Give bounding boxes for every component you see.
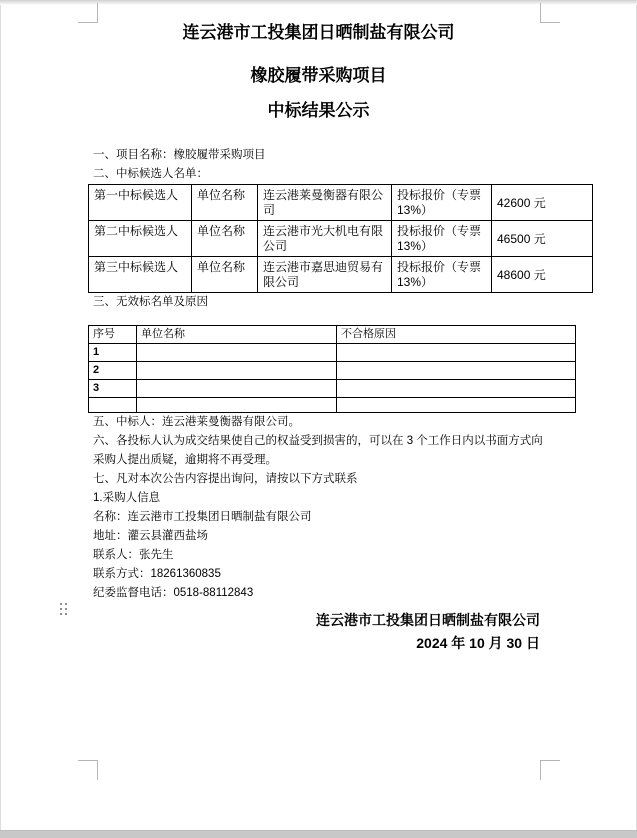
header-reason: 不合格原因 [337, 326, 576, 344]
invalid-table-row [89, 344, 576, 362]
margin-crop-mark-top-left [78, 3, 98, 23]
candidates-table-row [89, 221, 593, 257]
candidates-table [88, 184, 593, 293]
section-winner: 五、中标人：连云港莱曼衡器有限公司。 [93, 416, 300, 428]
reason-cell [337, 362, 576, 380]
header-seq: 序号 [89, 326, 137, 344]
contact-address-line: 地址：灌云县灌西盐场 [93, 530, 208, 542]
invalid-table-row [89, 398, 576, 413]
price-label-cell: 投标报价（专票13%） [392, 185, 492, 221]
candidate-rank-cell: 第三中标候选人 [89, 257, 192, 293]
seq-cell: 3 [89, 380, 137, 398]
section-candidates-heading: 二、中标候选人名单： [93, 168, 208, 180]
signature-date: 2024 年 10 月 30 日 [416, 635, 540, 651]
invalid-table-row [89, 362, 576, 380]
unit-cell [137, 344, 337, 362]
margin-crop-mark-bottom-right [540, 760, 560, 780]
company-name-cell: 连云港莱曼衡器有限公司 [258, 185, 392, 221]
doc-title-announcement: 中标结果公示 [267, 101, 370, 120]
unit-cell [137, 380, 337, 398]
seq-cell: 2 [89, 362, 137, 380]
page-bottom-edge [0, 830, 637, 838]
section-invalid-heading: 三、无效标名单及原因 [93, 296, 208, 308]
drag-handle-dots-icon[interactable] [60, 603, 62, 605]
unit-cell [137, 398, 337, 413]
reason-cell [337, 344, 576, 362]
margin-crop-mark-bottom-left [78, 760, 98, 780]
seq-cell: 1 [89, 344, 137, 362]
candidates-table-row [89, 185, 593, 221]
candidate-rank-cell: 第二中标候选人 [89, 221, 192, 257]
contact-name-line: 名称：连云港市工投集团日晒制盐有限公司 [93, 511, 312, 523]
section-project-name: 一、项目名称：橡胶履带采购项目 [93, 149, 266, 161]
invalid-table-header-row [89, 326, 576, 344]
unit-label-cell: 单位名称 [192, 185, 258, 221]
price-value-cell: 46500 元 [492, 221, 593, 257]
doc-title-project: 橡胶履带采购项目 [250, 66, 387, 85]
header-unit: 单位名称 [137, 326, 337, 344]
signature-company: 连云港市工投集团日晒制盐有限公司 [316, 612, 540, 628]
invalid-bids-table [88, 325, 576, 413]
candidates-table-row [89, 257, 593, 293]
contact-phone-line: 联系方式：18261360835 [93, 568, 221, 580]
seq-cell [89, 398, 137, 413]
unit-label-cell: 单位名称 [192, 221, 258, 257]
company-name-cell: 连云港市光大机电有限公司 [258, 221, 392, 257]
price-value-cell: 42600 元 [492, 185, 593, 221]
contact-person-line: 联系人：张先生 [93, 549, 174, 561]
reason-cell [337, 398, 576, 413]
price-value-cell: 48600 元 [492, 257, 593, 293]
signature-block [88, 609, 548, 655]
reason-cell [337, 380, 576, 398]
unit-label-cell: 单位名称 [192, 257, 258, 293]
doc-body [88, 146, 548, 655]
company-name-cell: 连云港市嘉思迪贸易有限公司 [258, 257, 392, 293]
price-label-cell: 投标报价（专票13%） [392, 221, 492, 257]
section-objection: 六、各投标人认为成交结果使自己的权益受到损害的，可以在 3 个工作日内以书面方式向采购人提出质疑，逾期将不再受理。 [93, 435, 543, 466]
price-label-cell: 投标报价（专票13%） [392, 257, 492, 293]
candidate-rank-cell: 第一中标候选人 [89, 185, 192, 221]
doc-title-company: 连云港市工投集团日晒制盐有限公司 [182, 23, 455, 42]
invalid-table-row [89, 380, 576, 398]
contact-heading: 1.采购人信息 [93, 492, 161, 504]
margin-crop-mark-top-right [540, 3, 560, 23]
section-inquiry: 七、凡对本次公告内容提出询问，请按以下方式联系 [93, 473, 358, 485]
contact-supervision-phone-line: 纪委监督电话：0518-88112843 [93, 587, 254, 599]
unit-cell [137, 362, 337, 380]
